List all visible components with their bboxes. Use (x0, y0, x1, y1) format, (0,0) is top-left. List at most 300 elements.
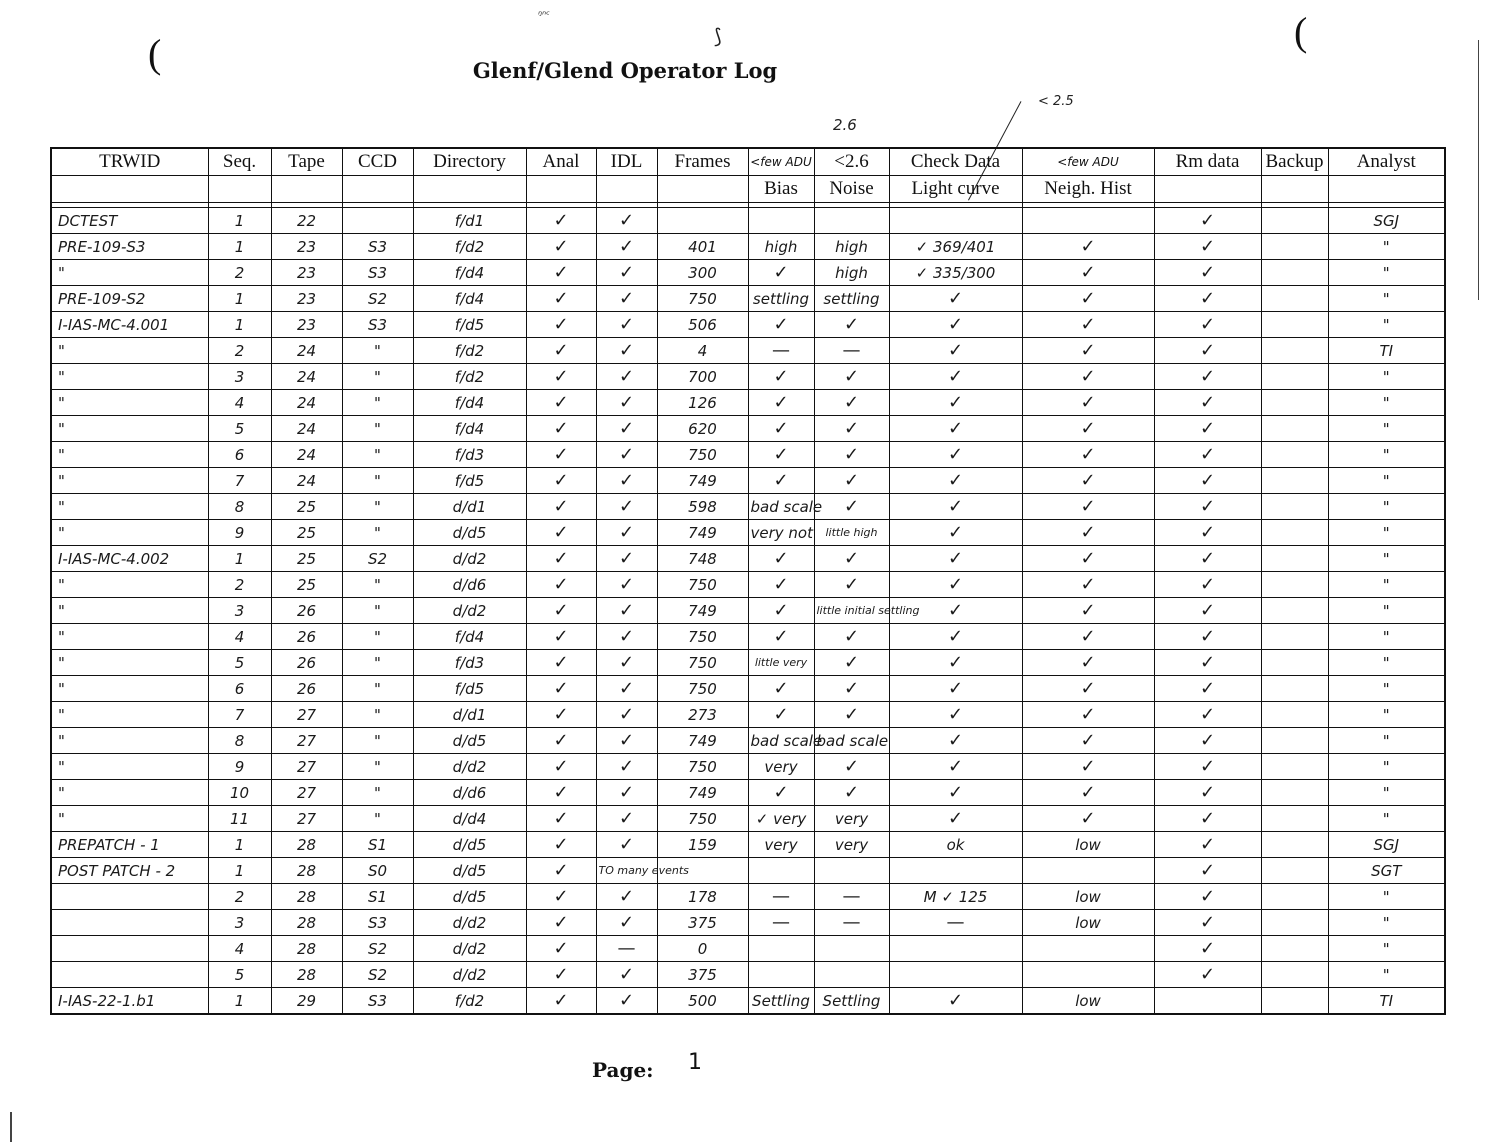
operator-log-table (50, 147, 1446, 1015)
table-cell: 8 (208, 728, 271, 754)
table-cell: 10 (208, 780, 271, 806)
table-cell: " (1328, 884, 1445, 910)
table-cell: ✓ (596, 416, 657, 442)
table-cell: 24 (271, 364, 342, 390)
table-cell: f/d3 (413, 650, 526, 676)
table-cell: ✓ (1154, 312, 1261, 338)
table-cell: 6 (208, 676, 271, 702)
table-cell (814, 936, 889, 962)
column-subheader (1328, 176, 1445, 203)
table-row (51, 728, 1445, 754)
table-cell: " (51, 728, 208, 754)
table-cell: 700 (657, 364, 748, 390)
table-cell (1154, 988, 1261, 1015)
table-cell (1261, 520, 1328, 546)
table-cell: ✓ (526, 390, 596, 416)
table-cell: ✓ (1022, 520, 1154, 546)
table-cell: I-IAS-MC-4.001 (51, 312, 208, 338)
table-row (51, 494, 1445, 520)
table-cell: ✓ (526, 884, 596, 910)
table-cell: 750 (657, 676, 748, 702)
table-cell: f/d5 (413, 312, 526, 338)
table-cell: 375 (657, 910, 748, 936)
table-cell: 9 (208, 754, 271, 780)
table-cell: ✓ (1154, 468, 1261, 494)
table-cell: little very (748, 650, 814, 676)
column-subheader: Neigh. Hist (1022, 176, 1154, 203)
table-cell: ✓ (596, 624, 657, 650)
table-cell: ✓ (748, 442, 814, 468)
table-cell: S3 (342, 260, 413, 286)
table-cell (342, 208, 413, 234)
table-cell (51, 884, 208, 910)
table-cell: ✓ (526, 546, 596, 572)
table-cell: " (51, 442, 208, 468)
column-subheader (342, 176, 413, 203)
table-cell: ✓ (814, 754, 889, 780)
left-parenthesis-mark: ( (148, 31, 162, 76)
table-cell: ✓ (1154, 520, 1261, 546)
table-cell: ✓ (1022, 312, 1154, 338)
table-cell: d/d1 (413, 494, 526, 520)
table-cell: ✓ (1022, 338, 1154, 364)
table-cell: ✓ (596, 754, 657, 780)
page-label: Page: (592, 1058, 654, 1082)
table-cell: ✓ (1154, 754, 1261, 780)
table-cell: ✓ (1022, 468, 1154, 494)
table-cell: ✓ (889, 416, 1022, 442)
table-cell: d/d5 (413, 832, 526, 858)
table-cell: 25 (271, 572, 342, 598)
table-cell (748, 858, 814, 884)
table-cell: 300 (657, 260, 748, 286)
table-cell: 24 (271, 390, 342, 416)
table-cell: " (1328, 364, 1445, 390)
table-cell: " (342, 442, 413, 468)
table-row (51, 312, 1445, 338)
table-cell: ✓ (596, 702, 657, 728)
table-cell: 5 (208, 416, 271, 442)
table-cell: 26 (271, 676, 342, 702)
table-cell (1261, 676, 1328, 702)
table-cell: " (51, 572, 208, 598)
table-cell: PREPATCH - 1 (51, 832, 208, 858)
table-cell: " (342, 572, 413, 598)
table-cell: " (342, 364, 413, 390)
table-cell (1261, 884, 1328, 910)
table-cell: ✓ (526, 416, 596, 442)
table-cell: " (1328, 442, 1445, 468)
table-cell: ✓ (1154, 364, 1261, 390)
table-cell: d/d5 (413, 858, 526, 884)
table-cell: ✓ (1154, 702, 1261, 728)
table-cell: ✓ (748, 468, 814, 494)
table-cell: ✓ (889, 780, 1022, 806)
table-cell: 26 (271, 650, 342, 676)
table-cell: ✓ (596, 260, 657, 286)
table-cell: " (1328, 702, 1445, 728)
table-cell: ✓ (1022, 494, 1154, 520)
table-cell: ✓ (1154, 494, 1261, 520)
table-cell: 8 (208, 494, 271, 520)
table-cell: PRE-109-S2 (51, 286, 208, 312)
table-cell: ✓ (889, 988, 1022, 1015)
table-cell: ✓ (526, 338, 596, 364)
table-cell: — (814, 910, 889, 936)
table-cell: 9 (208, 520, 271, 546)
table-row (51, 546, 1445, 572)
table-cell: very (748, 832, 814, 858)
table-cell: 23 (271, 286, 342, 312)
table-cell: " (51, 676, 208, 702)
table-cell: f/d5 (413, 676, 526, 702)
table-cell: ✓ (1154, 208, 1261, 234)
table-row (51, 624, 1445, 650)
table-cell: PRE-109-S3 (51, 234, 208, 260)
table-cell: — (889, 910, 1022, 936)
table-cell: S2 (342, 962, 413, 988)
table-cell: 29 (271, 988, 342, 1015)
column-header: Check Data (889, 148, 1022, 176)
table-cell: ✓ (526, 286, 596, 312)
page-title: Glenf/Glend Operator Log (472, 58, 778, 83)
column-header: Directory (413, 148, 526, 176)
table-cell: ✓ (1154, 260, 1261, 286)
table-cell (1261, 234, 1328, 260)
annotation-noise-threshold: 2.6 (833, 116, 857, 134)
table-cell: ✓ (526, 312, 596, 338)
table-cell: ✓ (526, 832, 596, 858)
table-cell: TI (1328, 988, 1445, 1015)
table-cell: ✓ (889, 494, 1022, 520)
table-cell: ✓ (596, 832, 657, 858)
table-cell: ✓ (1154, 936, 1261, 962)
table-cell (814, 962, 889, 988)
table-row (51, 806, 1445, 832)
table-cell: TI (1328, 338, 1445, 364)
table-cell (1022, 936, 1154, 962)
table-cell: bad scale (748, 728, 814, 754)
table-cell: 4 (208, 624, 271, 650)
table-cell: d/d2 (413, 546, 526, 572)
table-cell: ✓ (1154, 910, 1261, 936)
table-cell: " (51, 390, 208, 416)
subheader-row (51, 176, 1445, 203)
table-cell: 1 (208, 312, 271, 338)
bottom-left-mark (10, 1112, 12, 1142)
table-row (51, 858, 1445, 884)
table-cell (51, 962, 208, 988)
column-subheader (208, 176, 271, 203)
table-cell: ✓ (596, 364, 657, 390)
table-cell: " (51, 702, 208, 728)
table-row (51, 208, 1445, 234)
table-cell (1261, 208, 1328, 234)
table-cell: ✓ (814, 650, 889, 676)
table-cell: DCTEST (51, 208, 208, 234)
table-cell: ✓ (596, 806, 657, 832)
table-cell: " (342, 598, 413, 624)
table-cell: 749 (657, 780, 748, 806)
table-cell: ✓ (596, 988, 657, 1015)
table-cell: Settling (814, 988, 889, 1015)
table-cell: ✓ (889, 676, 1022, 702)
table-cell: ✓ (1154, 806, 1261, 832)
table-cell: ✓ (1154, 234, 1261, 260)
table-cell: bad scale (814, 728, 889, 754)
table-cell: 23 (271, 234, 342, 260)
table-cell: ✓ (596, 494, 657, 520)
table-row (51, 468, 1445, 494)
table-cell: ✓ (1154, 338, 1261, 364)
table-cell: low (1022, 884, 1154, 910)
table-row (51, 520, 1445, 546)
table-cell: f/d4 (413, 286, 526, 312)
table-cell: 0 (657, 936, 748, 962)
table-cell: ✓ (526, 468, 596, 494)
table-cell: " (51, 624, 208, 650)
table-cell: — (748, 910, 814, 936)
table-cell: " (51, 338, 208, 364)
table-cell (1261, 494, 1328, 520)
table-row (51, 364, 1445, 390)
table-cell: 1 (208, 234, 271, 260)
table-cell: d/d4 (413, 806, 526, 832)
table-cell: " (51, 754, 208, 780)
table-cell: " (342, 650, 413, 676)
table-cell: d/d5 (413, 728, 526, 754)
table-cell: ✓ (596, 468, 657, 494)
table-cell: 178 (657, 884, 748, 910)
table-cell: " (1328, 910, 1445, 936)
table-cell: ✓ (1022, 650, 1154, 676)
table-cell: little high (814, 520, 889, 546)
table-cell: ✓ very (748, 806, 814, 832)
table-cell: ✓ (596, 780, 657, 806)
table-cell: M ✓ 125 (889, 884, 1022, 910)
table-cell: ✓ (1022, 260, 1154, 286)
right-parenthesis-mark: ( (1294, 9, 1308, 54)
table-cell: ✓ (1022, 364, 1154, 390)
column-subheader (413, 176, 526, 203)
table-row (51, 702, 1445, 728)
table-row (51, 988, 1445, 1015)
table-row (51, 598, 1445, 624)
table-cell: Settling (748, 988, 814, 1015)
table-cell: 5 (208, 962, 271, 988)
table-cell (1261, 806, 1328, 832)
table-cell (1261, 910, 1328, 936)
table-cell: 4 (657, 338, 748, 364)
table-cell: d/d5 (413, 520, 526, 546)
table-cell: ✓ (814, 416, 889, 442)
table-cell: ✓ (1022, 754, 1154, 780)
table-cell (51, 910, 208, 936)
table-cell: ✓ (814, 468, 889, 494)
table-cell: ✓ (526, 234, 596, 260)
top-scribble: ᵑⁿᶜ (538, 10, 550, 21)
table-cell: S3 (342, 234, 413, 260)
table-cell: " (342, 624, 413, 650)
table-cell: ✓ (1154, 286, 1261, 312)
table-cell: f/d3 (413, 442, 526, 468)
table-cell: ✓ (1022, 806, 1154, 832)
table-cell: " (1328, 546, 1445, 572)
table-cell: 273 (657, 702, 748, 728)
table-cell: ✓ 369/401 (889, 234, 1022, 260)
table-cell: 24 (271, 442, 342, 468)
table-cell: ✓ (1154, 390, 1261, 416)
table-cell: 28 (271, 936, 342, 962)
table-cell: S3 (342, 910, 413, 936)
table-cell: ✓ (526, 676, 596, 702)
table-cell: 1 (208, 546, 271, 572)
table-cell: ✓ (748, 416, 814, 442)
table-cell: ✓ (1154, 416, 1261, 442)
table-cell: ✓ (748, 546, 814, 572)
table-cell: 1 (208, 858, 271, 884)
table-cell: S1 (342, 832, 413, 858)
table-cell: S3 (342, 988, 413, 1015)
table-cell: 25 (271, 546, 342, 572)
table-cell: ✓ (526, 910, 596, 936)
table-cell: ✓ (596, 572, 657, 598)
table-cell: f/d5 (413, 468, 526, 494)
table-cell: ✓ (596, 234, 657, 260)
table-cell (657, 208, 748, 234)
table-cell: ✓ (1022, 598, 1154, 624)
table-cell: ✓ (1154, 546, 1261, 572)
table-cell: settling (748, 286, 814, 312)
table-cell: TO many events (596, 858, 657, 884)
table-cell: 1 (208, 208, 271, 234)
table-cell: ✓ (889, 624, 1022, 650)
column-subheader (1261, 176, 1328, 203)
table-cell (1261, 754, 1328, 780)
table-row (51, 962, 1445, 988)
column-header: Frames (657, 148, 748, 176)
table-cell: ✓ (1154, 832, 1261, 858)
table-cell: " (1328, 962, 1445, 988)
table-cell: ✓ (596, 442, 657, 468)
table-cell: 26 (271, 598, 342, 624)
table-cell: d/d2 (413, 754, 526, 780)
column-header: <2.6 (814, 148, 889, 176)
table-cell: 1 (208, 286, 271, 312)
table-cell: " (1328, 676, 1445, 702)
column-header: CCD (342, 148, 413, 176)
table-row (51, 572, 1445, 598)
table-cell: 27 (271, 754, 342, 780)
column-header: Seq. (208, 148, 271, 176)
table-cell: bad scale (748, 494, 814, 520)
table-cell: I-IAS-22-1.b1 (51, 988, 208, 1015)
table-cell: ✓ (1022, 572, 1154, 598)
table-cell: 22 (271, 208, 342, 234)
table-cell: 750 (657, 806, 748, 832)
table-cell: SGT (1328, 858, 1445, 884)
table-cell: ✓ (526, 260, 596, 286)
table-row (51, 286, 1445, 312)
table-cell: ✓ (596, 676, 657, 702)
table-cell: high (814, 260, 889, 286)
table-cell: " (51, 650, 208, 676)
table-cell: 749 (657, 598, 748, 624)
table-cell (1261, 702, 1328, 728)
table-cell: 7 (208, 702, 271, 728)
table-cell: ✓ (526, 572, 596, 598)
table-cell: ✓ (889, 286, 1022, 312)
table-cell (1261, 650, 1328, 676)
table-cell: ✓ (748, 390, 814, 416)
table-cell: ✓ (889, 728, 1022, 754)
column-header: <few ADU (1022, 148, 1154, 176)
table-cell: 598 (657, 494, 748, 520)
table-cell: ✓ (1154, 624, 1261, 650)
table-cell: ✓ (889, 572, 1022, 598)
table-cell: ✓ (596, 390, 657, 416)
table-cell: ✓ (889, 390, 1022, 416)
table-cell: " (342, 520, 413, 546)
table-cell: ✓ (596, 598, 657, 624)
table-cell: ok (889, 832, 1022, 858)
table-cell: d/d6 (413, 572, 526, 598)
table-cell (1022, 208, 1154, 234)
table-cell: " (342, 702, 413, 728)
column-subheader: Bias (748, 176, 814, 203)
table-cell: 749 (657, 468, 748, 494)
table-cell (1261, 988, 1328, 1015)
table-cell: — (748, 338, 814, 364)
column-subheader (51, 176, 208, 203)
table-cell: ✓ (1022, 702, 1154, 728)
table-cell: low (1022, 910, 1154, 936)
table-cell: ✓ (526, 520, 596, 546)
table-cell: ✓ (526, 364, 596, 390)
table-cell: 27 (271, 702, 342, 728)
bracket-mark: ⟆ (714, 24, 722, 48)
table-cell: d/d5 (413, 884, 526, 910)
table-cell: 159 (657, 832, 748, 858)
table-cell: 748 (657, 546, 748, 572)
table-row (51, 884, 1445, 910)
table-cell: 25 (271, 494, 342, 520)
table-cell: " (51, 780, 208, 806)
table-cell: " (1328, 390, 1445, 416)
table-cell: d/d6 (413, 780, 526, 806)
table-cell: " (51, 416, 208, 442)
table-row (51, 650, 1445, 676)
table-cell: " (51, 520, 208, 546)
table-cell: 24 (271, 468, 342, 494)
table-cell (889, 208, 1022, 234)
table-row (51, 234, 1445, 260)
table-cell: ✓ (526, 754, 596, 780)
column-subheader (596, 176, 657, 203)
table-cell: 23 (271, 260, 342, 286)
table-cell: ✓ (748, 676, 814, 702)
log-body (51, 203, 1445, 1015)
table-cell: ✓ (748, 624, 814, 650)
table-cell: " (342, 338, 413, 364)
table-cell: 750 (657, 286, 748, 312)
table-cell: f/d4 (413, 260, 526, 286)
table-row (51, 910, 1445, 936)
table-cell: ✓ (748, 572, 814, 598)
table-cell: " (1328, 416, 1445, 442)
table-cell: 5 (208, 650, 271, 676)
table-cell: ✓ (1154, 572, 1261, 598)
